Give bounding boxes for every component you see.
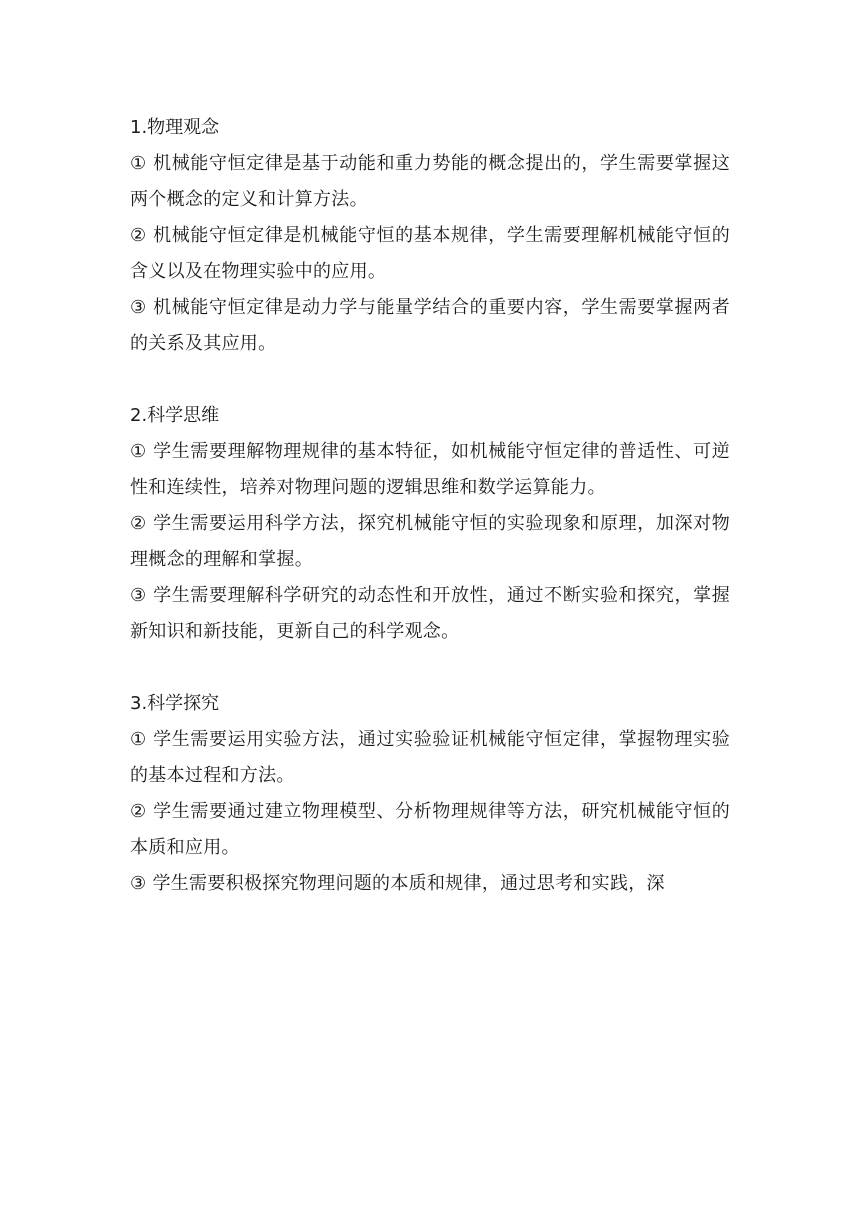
- section-scientific-thinking: [130, 398, 730, 650]
- list-item: ① 学生需要理解物理规律的基本特征，如机械能守恒定律的普适性、可逆性和连续性，培养对物理问题的逻辑思维和数学运算能力。: [130, 441, 730, 498]
- section-title: 3.科学探究: [130, 693, 220, 714]
- section-title: 1.物理观念: [130, 117, 220, 138]
- section-scientific-inquiry: [130, 686, 730, 902]
- list-item: ① 学生需要运用实验方法，通过实验验证机械能守恒定律，掌握物理实验的基本过程和方法。: [130, 729, 730, 786]
- document-page: [130, 110, 730, 902]
- list-item: ③ 学生需要积极探究物理问题的本质和规律，通过思考和实践，深: [130, 873, 665, 894]
- section-physics-concept: [130, 110, 730, 362]
- section-title: 2.科学思维: [130, 405, 220, 426]
- list-item: ② 学生需要通过建立物理模型、分析物理规律等方法，研究机械能守恒的本质和应用。: [130, 801, 730, 858]
- list-item: ① 机械能守恒定律是基于动能和重力势能的概念提出的，学生需要掌握这两个概念的定义和计算方法。: [130, 153, 730, 210]
- list-item: ③ 机械能守恒定律是动力学与能量学结合的重要内容，学生需要掌握两者的关系及其应用。: [130, 297, 730, 354]
- list-item: ② 学生需要运用科学方法，探究机械能守恒的实验现象和原理，加深对物理概念的理解和掌握。: [130, 513, 730, 570]
- list-item: ③ 学生需要理解科学研究的动态性和开放性，通过不断实验和探究，掌握新知识和新技能，更新自己的科学观念。: [130, 585, 730, 642]
- list-item: ② 机械能守恒定律是机械能守恒的基本规律，学生需要理解机械能守恒的含义以及在物理实验中的应用。: [130, 225, 730, 282]
